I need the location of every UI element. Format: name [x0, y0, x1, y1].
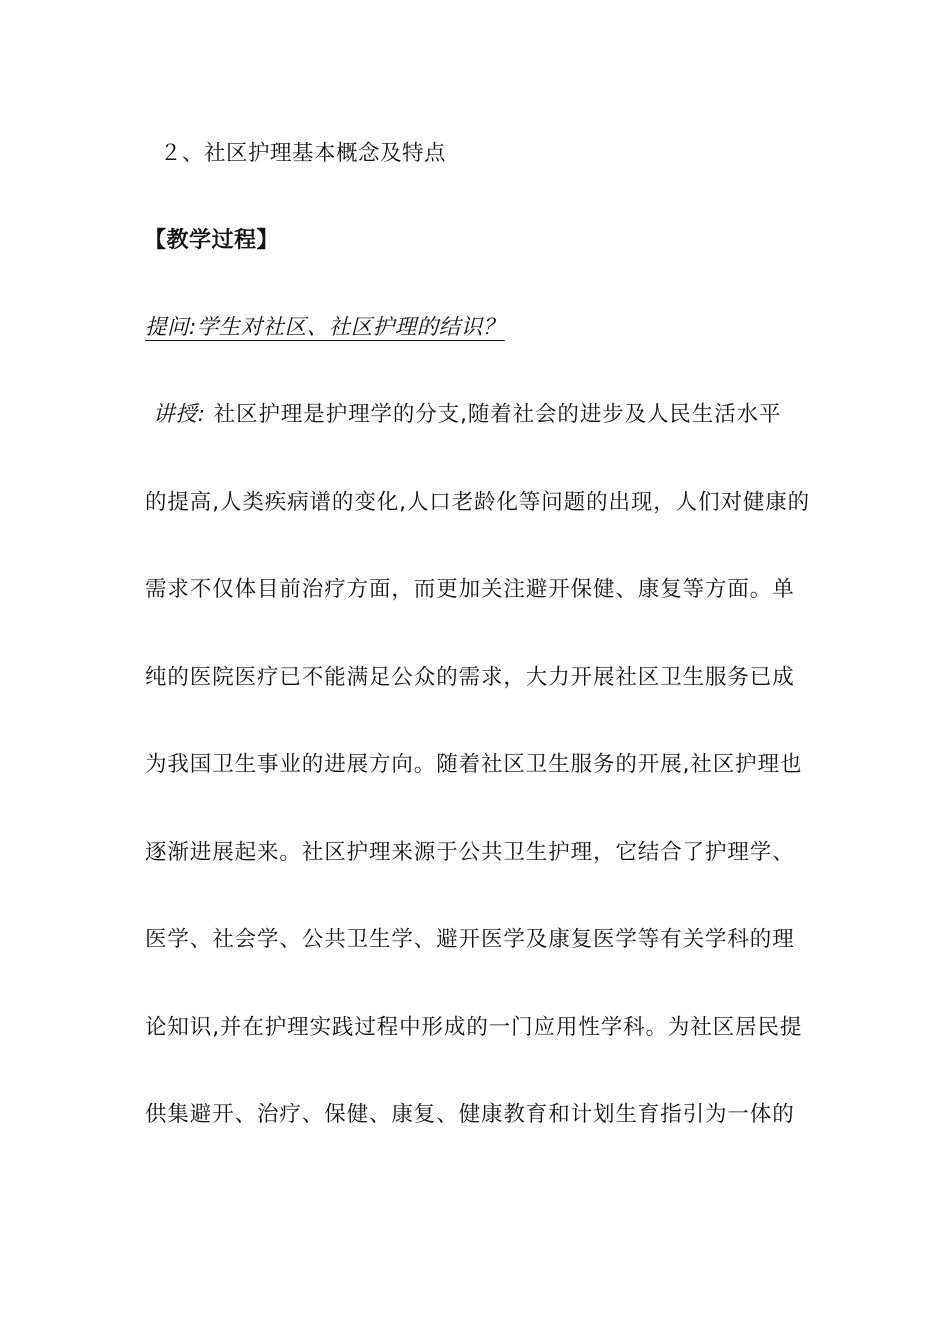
paragraph-line-5: 为我国卫生事业的进展方向。随着社区卫生服务的开展,社区护理也 — [145, 752, 803, 777]
lecture-lead: 讲授: — [153, 402, 206, 427]
paragraph-line-1 — [145, 400, 781, 430]
paragraph-line-7: 医学、社会学、公共卫生学、避开医学及康复医学等有关学科的理 — [145, 927, 795, 952]
paragraph-line-8: 论知识,并在护理实践过程中形成的一门应用性学科。为社区居民提 — [145, 1015, 803, 1040]
question-text: 提问:学生对社区、社区护理的结识？ — [145, 315, 505, 340]
paragraph-line-4: 纯的医院医疗已不能满足公众的需求，大力开展社区卫生服务已成 — [145, 665, 795, 690]
item-heading: ２、社区护理基本概念及特点 — [160, 141, 447, 166]
paragraph-line-6: 逐渐进展起来。社区护理来源于公共卫生护理，它结合了护理学、 — [145, 840, 795, 865]
paragraph-line-1-text: 社区护理是护理学的分支,随着社会的进步及人民生活水平 — [205, 402, 782, 427]
section-title: 【教学过程】 — [144, 228, 280, 253]
paragraph-line-3: 需求不仅体目前治疗方面，而更加关注避开保健、康复等方面。单 — [145, 577, 795, 602]
paragraph-line-9: 供集避开、治疗、保健、康复、健康教育和计划生育指引为一体的 — [145, 1102, 795, 1127]
paragraph-line-2: 的提高,人类疾病谱的变化,人口老龄化等问题的出现，人们对健康的 — [145, 490, 811, 515]
